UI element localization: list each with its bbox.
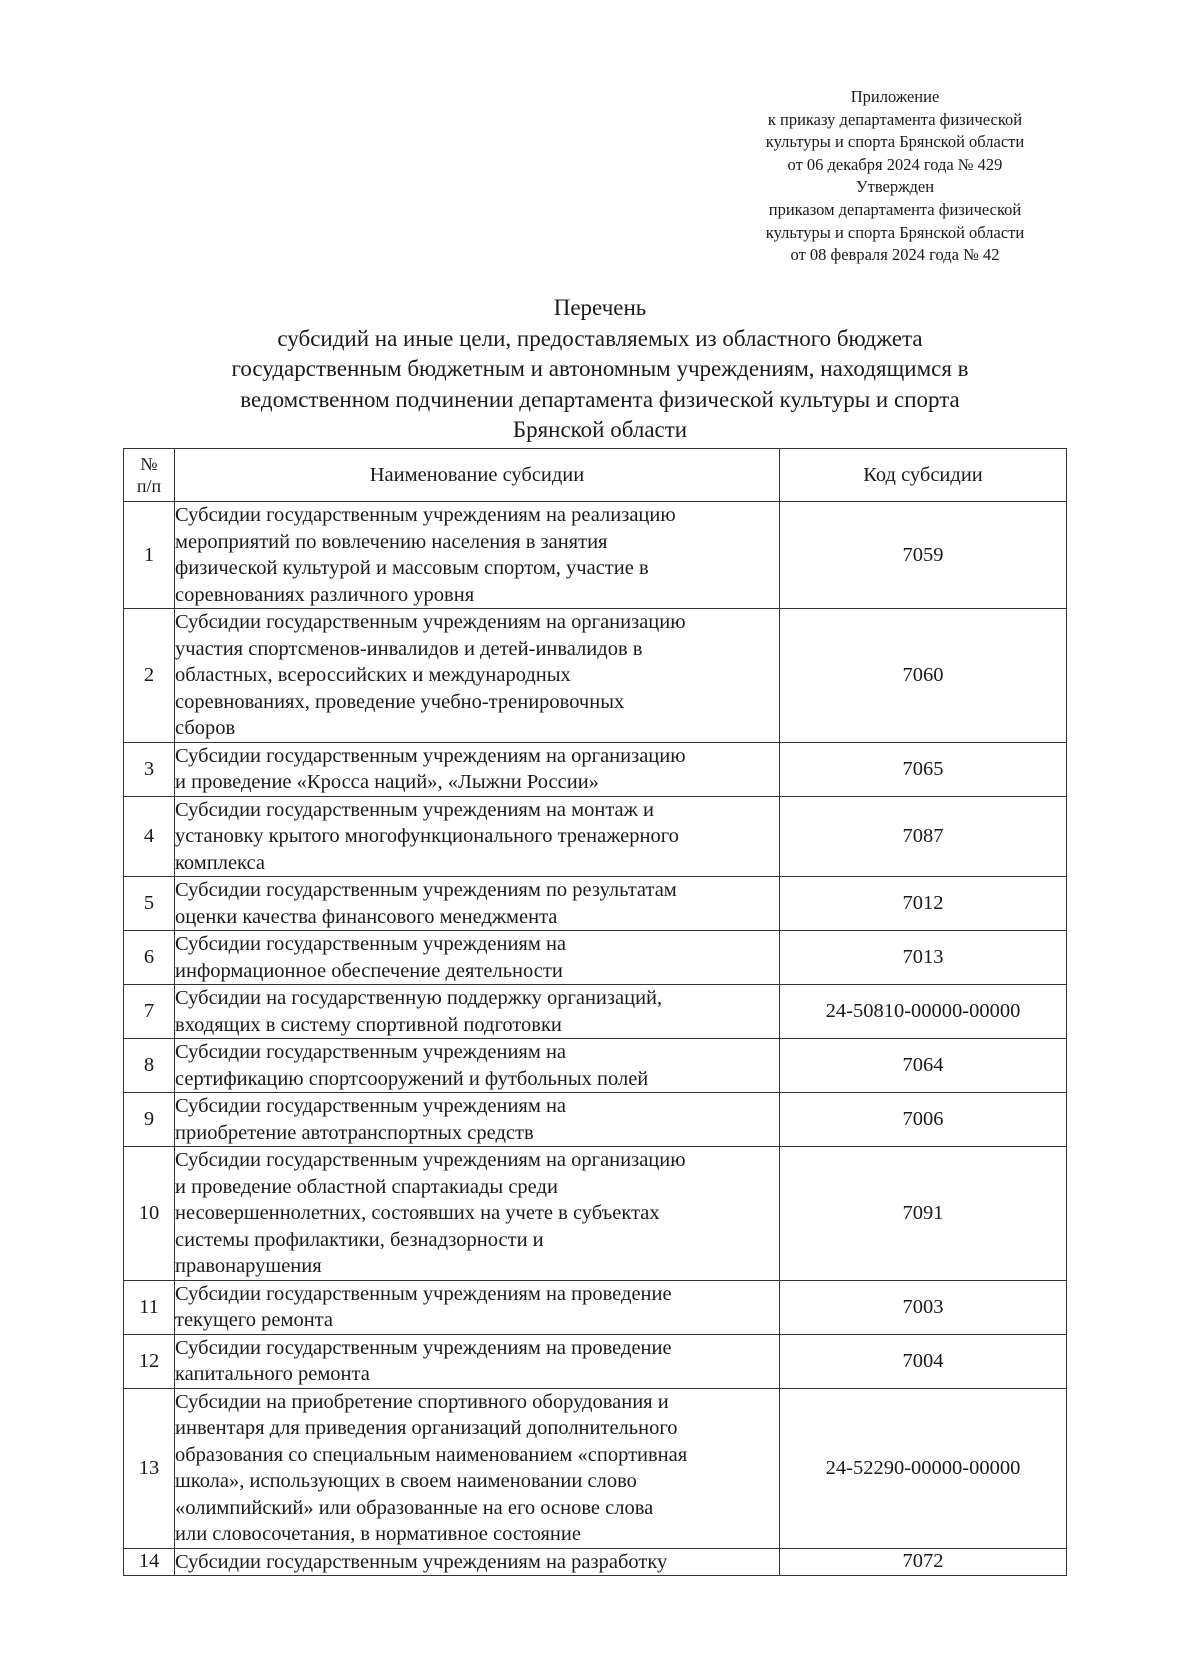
row-number: 12 (124, 1334, 175, 1388)
row-number: 6 (124, 931, 175, 985)
row-subsidy-code: 7004 (780, 1334, 1067, 1388)
row-subsidy-code: 7012 (780, 877, 1067, 931)
subsidy-name-line: Субсидии на государственную поддержку организаций, (175, 987, 663, 1009)
subsidy-name-line: образования со специальным наименованием «спортивная (175, 1443, 688, 1466)
header-subsidy-name: Наименование субсидии (175, 449, 780, 502)
row-subsidy-code: 7013 (780, 931, 1067, 985)
subsidy-name-line: Субсидии государственным учреждениям на (175, 1041, 567, 1063)
row-number: 8 (124, 1039, 175, 1093)
row-number: 7 (124, 985, 175, 1039)
subsidy-name-line: Субсидии государственным учреждениям на организацию (175, 611, 686, 633)
subsidy-name-line: несовершеннолетних, состоявших на учете в субъектах (175, 1202, 660, 1224)
subsidy-name-line: Субсидии государственным учреждениям на проведение (175, 1282, 672, 1305)
table-row (124, 1334, 1067, 1388)
row-number: 3 (124, 742, 175, 796)
subsidy-name-line: комплекса (175, 851, 265, 874)
row-subsidy-name (175, 742, 780, 796)
subsidy-name-line: Субсидии государственным учреждениям на разработку (175, 1550, 668, 1573)
subsidy-name-line: областных, всероссийских и международных (175, 664, 571, 686)
row-subsidy-code: 7065 (780, 742, 1067, 796)
row-subsidy-code: 7006 (780, 1093, 1067, 1147)
subsidy-name-line: капитального ремонта (175, 1363, 370, 1385)
row-subsidy-code: 7064 (780, 1039, 1067, 1093)
row-subsidy-name (175, 1548, 780, 1576)
row-subsidy-code: 24-52290-00000-00000 (780, 1388, 1067, 1548)
subsidy-name-line: Субсидии государственным учреждениям на организацию (175, 1149, 686, 1171)
row-subsidy-name (175, 1039, 780, 1093)
table-row (124, 1388, 1067, 1548)
row-number: 1 (124, 502, 175, 609)
subsidy-name-line: Субсидии государственным учреждениям на проведение (175, 1336, 672, 1359)
header-line: культуры и спорта Брянской области (765, 132, 1025, 152)
row-subsidy-name (175, 985, 780, 1039)
subsidy-name-line: правонарушения (175, 1255, 322, 1277)
row-number: 10 (124, 1147, 175, 1281)
row-subsidy-name (175, 609, 780, 743)
table-row (124, 1039, 1067, 1093)
subsidy-name-line: соревнованиях, проведение учебно-тренировочных (175, 690, 625, 713)
table-row (124, 742, 1067, 796)
subsidy-name-line: школа», использующих в своем наименовании слово (175, 1470, 637, 1492)
row-subsidy-code: 7087 (780, 796, 1067, 877)
subsidy-name-line: Субсидии государственным учреждениям по результатам (175, 879, 677, 901)
table-row (124, 1548, 1067, 1576)
row-subsidy-code: 7091 (780, 1147, 1067, 1281)
row-number: 14 (124, 1548, 175, 1576)
row-subsidy-name (175, 796, 780, 877)
approval-header (720, 86, 1070, 267)
header-number-sign: № (140, 454, 158, 474)
subsidy-name-line: Субсидии на приобретение спортивного оборудования и (175, 1390, 669, 1413)
table-row (124, 796, 1067, 877)
row-subsidy-name (175, 931, 780, 985)
title-line: субсидий на иные цели, предоставляемых из областного бюджета (277, 325, 923, 351)
subsidy-name-line: входящих в систему спортивной подготовки (175, 1013, 562, 1036)
subsidy-name-line: Субсидии государственным учреждениям на реализацию (175, 504, 676, 526)
header-number (124, 449, 175, 502)
table-row (124, 502, 1067, 609)
row-subsidy-code: 24-50810-00000-00000 (780, 985, 1067, 1039)
subsidy-name-line: Субсидии государственным учреждениям на организацию (175, 744, 686, 767)
row-number: 9 (124, 1093, 175, 1147)
subsidy-name-line: физической культурой и массовым спортом, участие в (175, 557, 649, 579)
row-subsidy-code: 7003 (780, 1280, 1067, 1334)
subsidy-name-line: Субсидии государственным учреждениям на монтаж и (175, 798, 654, 821)
header-subsidy-code: Код субсидии (780, 449, 1067, 502)
subsidy-name-line: и проведение «Кросса наций», «Лыжни России» (175, 771, 599, 793)
row-subsidy-name (175, 1334, 780, 1388)
table-header-row (124, 449, 1067, 502)
header-line: Утвержден (855, 177, 935, 197)
row-subsidy-name (175, 1093, 780, 1147)
table-row (124, 985, 1067, 1039)
row-number: 4 (124, 796, 175, 877)
table-row (124, 931, 1067, 985)
header-line: приказом департамента физической (768, 199, 1022, 219)
row-subsidy-code: 7060 (780, 609, 1067, 743)
row-number: 11 (124, 1280, 175, 1334)
subsidy-name-line: мероприятий по вовлечению населения в занятия (175, 530, 608, 553)
subsidy-name-line: Субсидии государственным учреждениям на (175, 933, 567, 955)
table-row (124, 877, 1067, 931)
header-line: к приказу департамента физической (767, 109, 1023, 129)
row-subsidy-name (175, 1388, 780, 1548)
row-number: 5 (124, 877, 175, 931)
header-line: культуры и спорта Брянской области (765, 222, 1025, 242)
header-line: от 06 декабря 2024 года № 429 (787, 154, 1003, 174)
table-body (124, 502, 1067, 1576)
subsidy-name-line: информационное обеспечение деятельности (175, 959, 563, 982)
row-subsidy-code: 7072 (780, 1548, 1067, 1576)
subsidy-name-line: инвентаря для приведения организаций дополнительного (175, 1417, 678, 1439)
subsidy-name-line: оценки качества финансового менеджмента (175, 905, 558, 928)
title-line: Перечень (553, 295, 647, 320)
row-number: 13 (124, 1388, 175, 1548)
subsidy-name-line: и проведение областной спартакиады среди (175, 1175, 558, 1198)
row-subsidy-name (175, 502, 780, 609)
table-row (124, 609, 1067, 743)
subsidy-name-line: соревнованиях различного уровня (175, 583, 475, 606)
document-title (120, 293, 1080, 446)
table-row (124, 1280, 1067, 1334)
subsidy-name-line: установку крытого многофункционального тренажерного (175, 825, 679, 847)
subsidy-name-line: сертификацию спортсооружений и футбольных полей (175, 1067, 649, 1090)
subsidy-name-line: приобретение автотранспортных средств (175, 1121, 534, 1144)
header-line: Приложение (850, 87, 940, 106)
subsidy-name-line: текущего ремонта (175, 1309, 333, 1331)
header-number-pp: п/п (136, 476, 162, 496)
subsidy-name-line: участия спортсменов-инвалидов и детей-инвалидов в (175, 637, 643, 660)
subsidies-table (123, 448, 1067, 1576)
subsidy-name-line: сборов (175, 717, 236, 739)
title-line: ведомственном подчинении департамента физической культуры и спорта (240, 386, 960, 412)
subsidy-name-line: или словосочетания, в нормативное состояние (175, 1523, 581, 1545)
title-line: Брянской области (512, 417, 688, 442)
table-row (124, 1147, 1067, 1281)
subsidy-name-line: системы профилактики, безнадзорности и (175, 1228, 544, 1251)
subsidy-name-line: Субсидии государственным учреждениям на (175, 1095, 567, 1117)
table-row (124, 1093, 1067, 1147)
row-subsidy-name (175, 1280, 780, 1334)
row-subsidy-name (175, 1147, 780, 1281)
row-subsidy-code: 7059 (780, 502, 1067, 609)
title-line: государственным бюджетным и автономным учреждениям, находящимся в (231, 356, 969, 381)
row-number: 2 (124, 609, 175, 743)
header-line: от 08 февраля 2024 года № 42 (790, 245, 1000, 265)
row-subsidy-name (175, 877, 780, 931)
subsidy-name-line: «олимпийский» или образованные на его основе слова (175, 1496, 654, 1519)
